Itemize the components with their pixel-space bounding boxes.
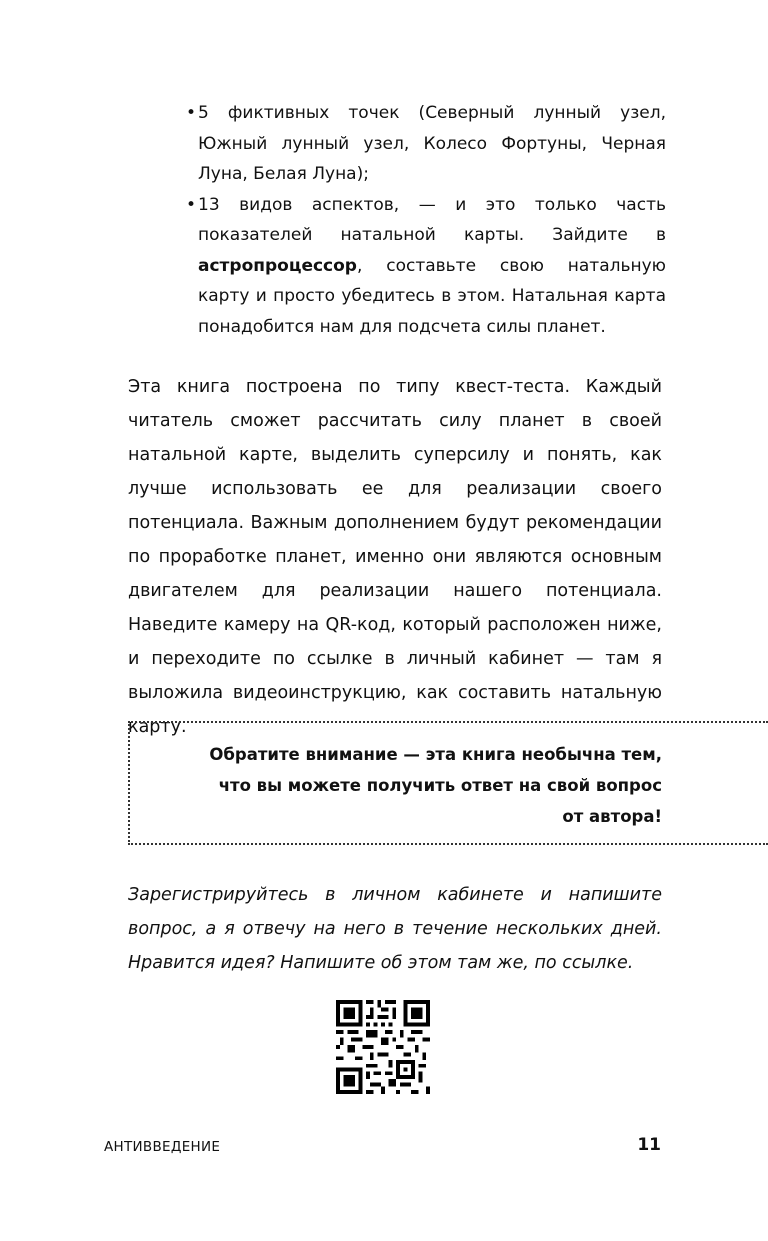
bullet-item-fictitious-points xyxy=(186,98,666,190)
notice-line-3: от автора! xyxy=(562,807,662,826)
footer-section-title: АНТИВВЕДЕНИЕ xyxy=(104,1139,221,1155)
notice-text xyxy=(142,739,662,832)
bullet-marker: • xyxy=(186,194,197,215)
notice-box xyxy=(128,721,768,845)
astroprocessor-term: астропроцессор xyxy=(198,255,357,276)
bullet-text-continued: , составьте свою натальную карту и просто убедитесь в этом. Натальная карта понадобится нам для подсчета силы планет. xyxy=(198,255,666,337)
bullet-text: 5 фиктивных точек (Северный лунный узел, Южный лунный узел, Колесо Фортуны, Черная Луна, Белая Луна); xyxy=(198,103,666,184)
notice-line-2: что вы можете получить ответ на свой вопрос xyxy=(218,776,662,795)
qr-code-icon[interactable] xyxy=(336,1000,430,1094)
bullet-list xyxy=(186,98,666,342)
notice-line-1: Обратите внимание — эта книга необычна тем, xyxy=(209,745,662,764)
bullet-text: 13 видов аспектов, — и это только часть показателей натальной карты. Зайдите в xyxy=(198,194,666,245)
qr-code-graphic xyxy=(336,1000,430,1094)
italic-paragraph: Зарегистрируйтесь в личном кабинете и напишите вопрос, а я отвечу на него в течение нескольких дней. Нравится идея? Напишите об этом там же, по ссылке. xyxy=(128,885,662,973)
bullet-marker: • xyxy=(186,103,197,123)
main-paragraph: Эта книга построена по типу квест-теста. Каждый читатель сможет рассчитать силу планет в своей натальной карте, выделить суперсилу и понять, как лучше использовать ее для реализации своего потенциала. Важным дополнением будут рекомендации по проработке планет, именно они являются основным двигателем для реализации нашего потенциала. Наведите камеру на QR-код, который расположен ниже, и переходите по ссылке в личный кабинет — там я выложила видеоинструкцию, как составить натальную карту. xyxy=(128,377,662,737)
bullet-item-aspects xyxy=(186,190,666,343)
page-number: 11 xyxy=(637,1135,661,1155)
